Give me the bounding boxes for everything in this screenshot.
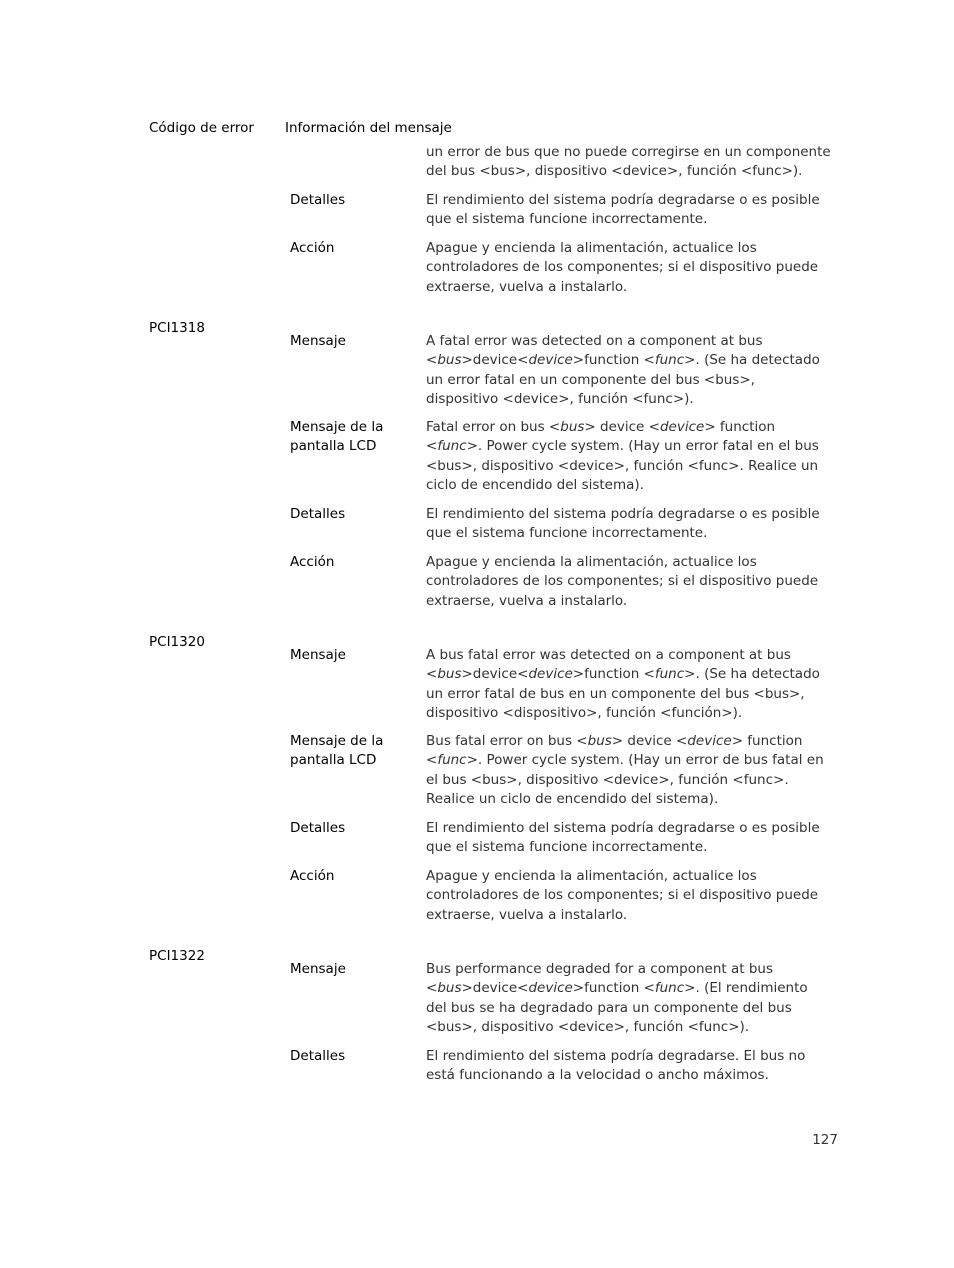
pci1318-lcd-label: Mensaje de la pantalla LCD — [290, 419, 384, 455]
continued-action-label: Acción — [290, 240, 335, 256]
error-code-pci1320: PCI1320 — [149, 634, 205, 650]
pci1320-details-text: El rendimiento del sistema podría degradarse o es posible que el sistema funcione incorrectamente. — [426, 820, 820, 856]
pci1318-message-en: A fatal error was detected on a component at bus <bus>device<device>function <func>. — [426, 333, 763, 369]
page-number: 127 — [812, 1132, 838, 1148]
continued-message-text: un error de bus que no puede corregirse en un componente del bus <bus>, dispositivo <device>, función <func>). — [426, 144, 831, 180]
pci1318-action-text: Apague y encienda la alimentación, actualice los controladores de los componentes; si el dispositivo puede extraerse, vuelva a instalarlo. — [426, 554, 819, 609]
pci1320-message-en: A bus fatal error was detected on a component at bus <bus>device<device>function <func>. — [426, 647, 791, 683]
pci1318-action-label: Acción — [290, 554, 335, 570]
pci1318-lcd-en: Fatal error on bus <bus> device <device> function <func>. Power cycle system. — [426, 419, 776, 455]
pci1320-message-label: Mensaje — [290, 647, 346, 663]
pci1320-lcd-text — [426, 732, 831, 810]
pci1322-details-label: Detalles — [290, 1048, 346, 1064]
pci1318-message-es: (Se ha detectado un error fatal en un componente del bus <bus>, dispositivo <device>, función <func>). — [426, 352, 820, 408]
continued-details-label: Detalles — [290, 192, 346, 208]
error-code-pci1322: PCI1322 — [149, 948, 205, 964]
pci1322-details-text: El rendimiento del sistema podría degradarse. El bus no está funcionando a la velocidad o ancho máximos. — [426, 1048, 806, 1084]
pci1320-lcd-en: Bus fatal error on bus <bus> device <device> function <func>. Power cycle system. — [426, 733, 803, 769]
pci1320-action-text: Apague y encienda la alimentación, actualice los controladores de los componentes; si el dispositivo puede extraerse, vuelva a instalarlo. — [426, 868, 819, 923]
pci1320-message-text — [426, 646, 831, 724]
pci1318-details-label: Detalles — [290, 506, 346, 522]
column-header-message-info: Información del mensaje — [285, 120, 452, 136]
pci1318-message-text — [426, 332, 831, 410]
continued-details-text: El rendimiento del sistema podría degradarse o es posible que el sistema funcione incorrectamente. — [426, 192, 820, 228]
pci1320-details-label: Detalles — [290, 820, 346, 836]
column-header-error-code: Código de error — [149, 120, 254, 136]
continued-action-text: Apague y encienda la alimentación, actualice los controladores de los componentes; si el dispositivo puede extraerse, vuelva a instalarlo. — [426, 240, 819, 295]
pci1322-message-text — [426, 960, 831, 1038]
pci1318-message-label: Mensaje — [290, 333, 346, 349]
pci1318-details-text: El rendimiento del sistema podría degradarse o es posible que el sistema funcione incorrectamente. — [426, 506, 820, 542]
error-code-pci1318: PCI1318 — [149, 320, 205, 336]
pci1320-message-es: (Se ha detectado un error fatal de bus en un componente del bus <bus>, dispositivo <dispositivo>, función <función>). — [426, 666, 820, 722]
pci1322-message-en: Bus performance degraded for a component at bus <bus>device<device>function <func>. — [426, 961, 773, 997]
pci1320-lcd-label: Mensaje de la pantalla LCD — [290, 733, 384, 769]
pci1318-lcd-es: (Hay un error fatal en el bus <bus>, dispositivo <device>, función <func>. Realice un ciclo de encendido del sistema). — [426, 438, 819, 494]
pci1320-action-label: Acción — [290, 868, 335, 884]
pci1322-message-label: Mensaje — [290, 961, 346, 977]
pci1322-message-es: (El rendimiento del bus se ha degradado para un componente del bus <bus>, dispositivo <device>, función <func>). — [426, 980, 808, 1036]
pci1318-lcd-text — [426, 418, 831, 496]
pci1320-lcd-es: (Hay un error de bus fatal en el bus <bus>, dispositivo <device>, función <func>. Realice un ciclo de encendido del sistema). — [426, 752, 824, 808]
